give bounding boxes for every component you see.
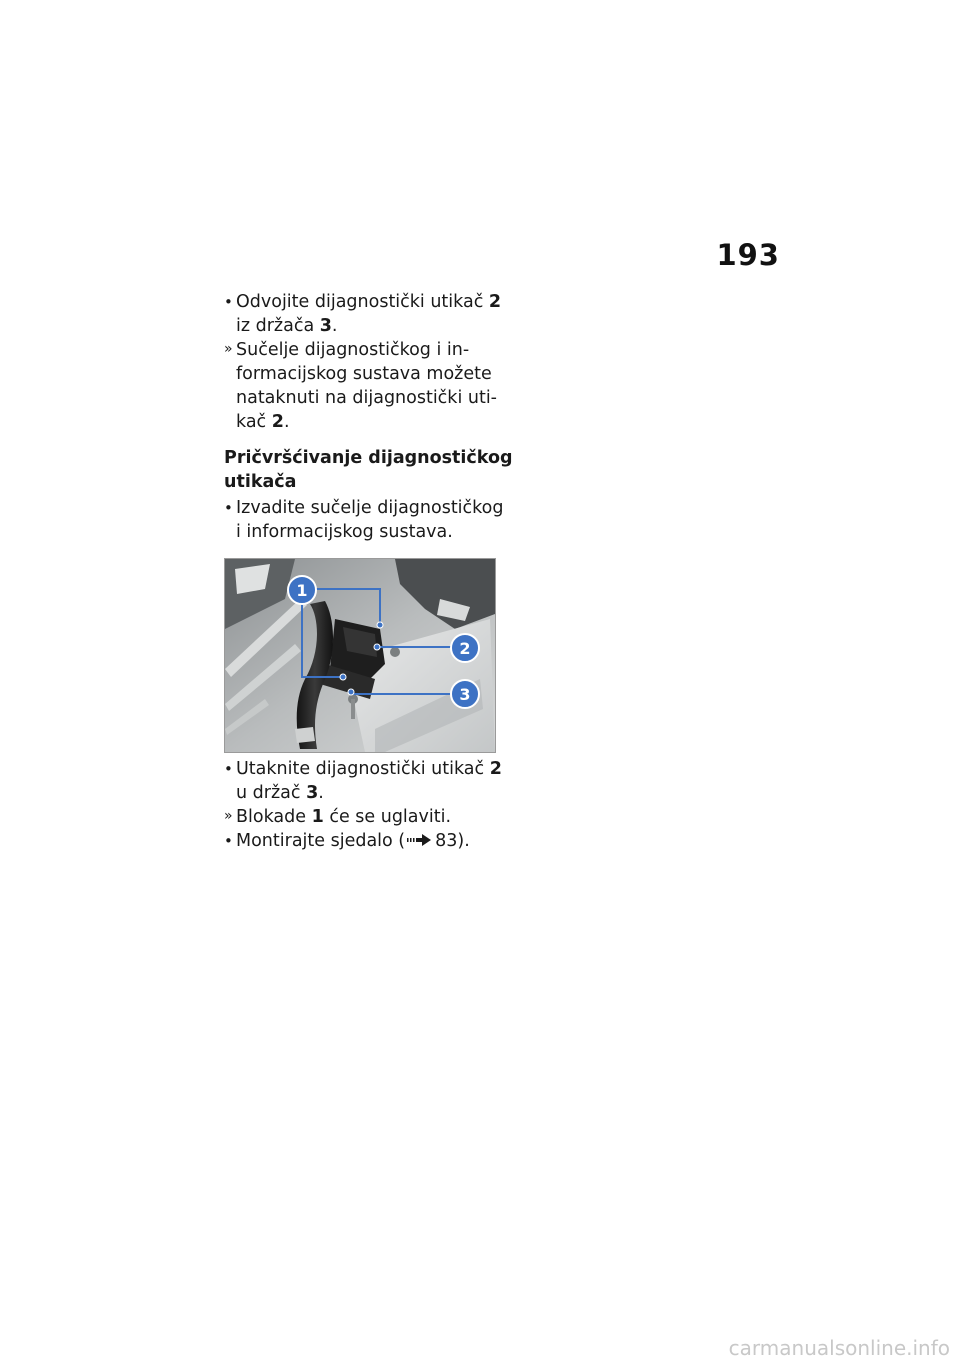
step-text: kač — [236, 412, 272, 432]
diagnostic-connector-photo — [224, 558, 496, 753]
instruction-step — [224, 757, 502, 805]
step-line: Sučelje dijagnostičkog i in- — [236, 340, 470, 360]
callout-reference: 3 — [319, 316, 332, 336]
step-text: Utaknite dijagnostički utikač — [236, 759, 490, 779]
callout-label: 2 — [459, 639, 471, 658]
step-line — [236, 410, 496, 434]
bullet-marker: • — [224, 499, 233, 517]
heading-line: utikača — [224, 472, 297, 492]
step-line — [236, 757, 502, 781]
instruction-step — [224, 496, 504, 544]
step-text: iz držača — [236, 316, 320, 336]
heading-line: Pričvršćivanje dijagnostičkog — [224, 448, 513, 468]
step-line — [236, 805, 496, 829]
callout-label: 3 — [459, 685, 471, 704]
callout-badge-1 — [288, 576, 316, 604]
callout-reference: 1 — [311, 807, 324, 827]
step-text: Montirajte sjedalo ( — [236, 831, 406, 851]
step-line: Izvadite sučelje dijagnostičkog — [236, 498, 504, 518]
page-number: 193 — [716, 238, 780, 272]
step-text-suffix: . — [283, 412, 290, 432]
engine-bay-illustration — [225, 559, 495, 752]
instruction-step — [224, 290, 502, 338]
step-line — [236, 781, 496, 805]
section-heading — [224, 446, 513, 494]
watermark: carmanualsonline.info — [728, 1336, 950, 1360]
step-text-suffix: . — [318, 783, 324, 803]
step-line: i informacijskog sustava. — [236, 522, 453, 542]
callout-badge-2 — [451, 634, 479, 662]
page-reference-arrow-icon — [407, 829, 431, 853]
step-line: formacijskog sustava možete — [236, 364, 492, 384]
result-step — [224, 805, 496, 829]
step-line — [236, 829, 496, 853]
callout-reference: 2 — [271, 412, 284, 432]
callout-label: 1 — [296, 581, 308, 600]
step-line — [236, 314, 496, 338]
result-step — [224, 338, 496, 434]
callout-reference: 2 — [489, 759, 502, 779]
bolt — [390, 647, 400, 657]
callout-badge-3 — [451, 680, 479, 708]
content-column — [224, 290, 513, 853]
step-line — [236, 290, 502, 314]
step-text: Blokade — [236, 807, 312, 827]
page-reference-number: 83). — [435, 831, 470, 851]
bullet-marker: • — [224, 293, 233, 311]
result-marker: » — [224, 341, 233, 357]
step-text-suffix: će se uglaviti. — [323, 807, 452, 827]
bolt-shaft — [351, 699, 355, 719]
callout-reference: 2 — [488, 292, 502, 312]
step-text-suffix: . — [331, 316, 338, 336]
step-line: nataknuti na dijagnostički uti- — [236, 388, 497, 408]
result-marker: » — [224, 808, 233, 824]
step-text: Odvojite dijagnostički utikač — [236, 292, 489, 312]
instruction-step — [224, 829, 496, 853]
bullet-marker: • — [224, 832, 233, 850]
step-text: u držač — [236, 783, 307, 803]
hose-clip — [295, 727, 315, 743]
bullet-marker: • — [224, 760, 233, 778]
callout-reference: 3 — [306, 783, 319, 803]
